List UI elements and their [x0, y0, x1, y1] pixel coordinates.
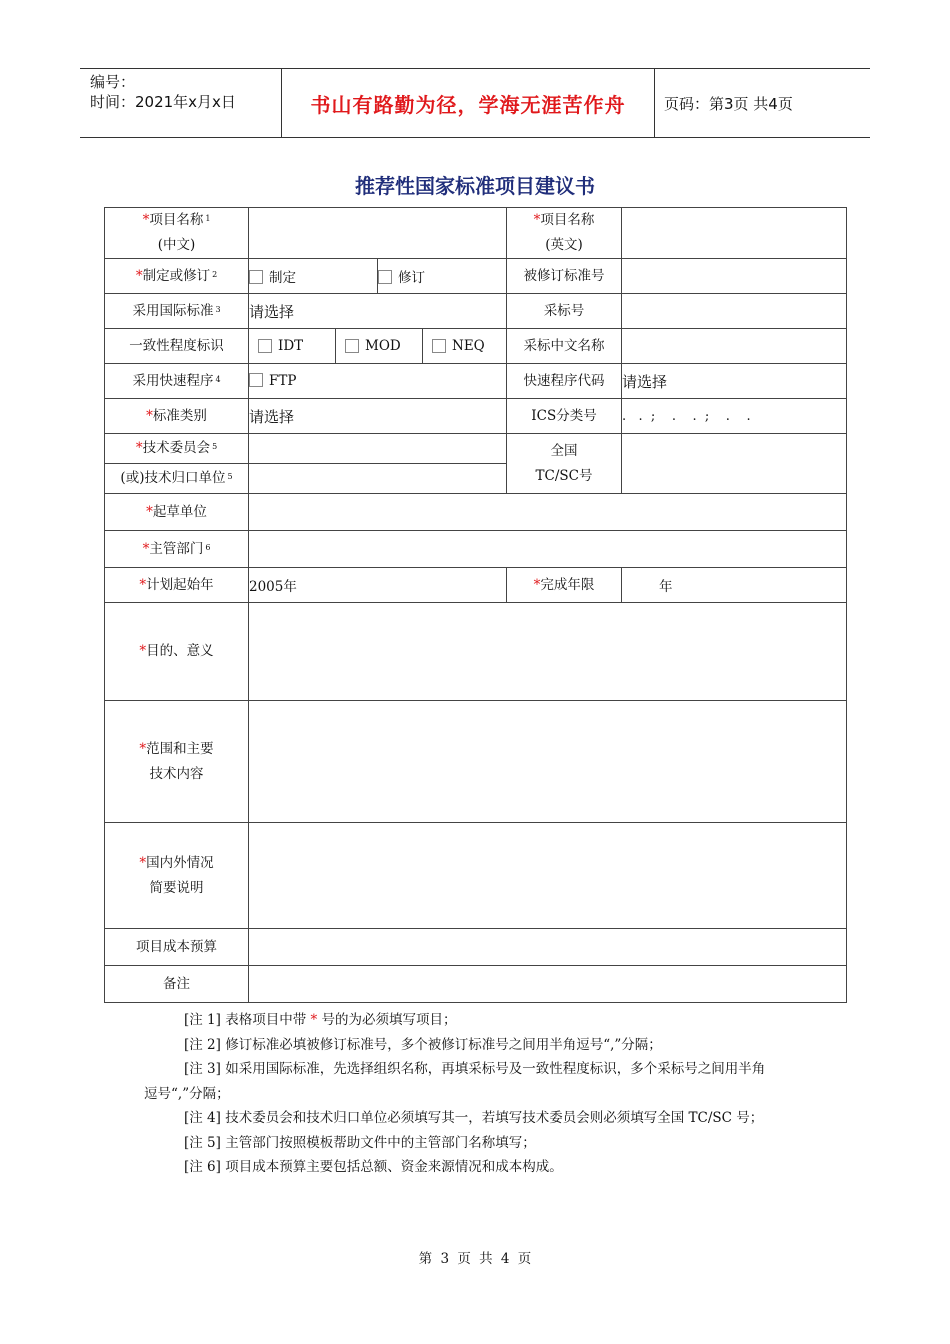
- header-meta: [80, 69, 282, 137]
- ics-field[interactable]: . . ; . . ; . .: [622, 399, 847, 434]
- purpose-label: *目的、意义: [105, 603, 249, 701]
- note-4: [注 4] 技术委员会和技术归口单位必须填写其一，若填写技术委员会则必须填写全国 TC/SC 号；: [184, 1110, 764, 1126]
- name-cn-field[interactable]: [249, 208, 507, 259]
- deadline-field[interactable]: 年: [622, 568, 847, 603]
- mod-option[interactable]: MOD: [336, 329, 423, 363]
- name-en-field[interactable]: [622, 208, 847, 259]
- ftp-checkbox[interactable]: [249, 373, 263, 387]
- mod-checkbox[interactable]: [345, 339, 359, 353]
- neq-option[interactable]: NEQ: [423, 329, 506, 363]
- adopt-no-label: 采标号: [507, 294, 622, 329]
- type-label: *制定或修订 $^2$: [105, 259, 249, 294]
- number-label: 编号：: [90, 73, 136, 91]
- situation-label: *国内外情况 简要说明: [105, 823, 249, 929]
- plan-start-field[interactable]: 2005年: [249, 568, 507, 603]
- fast-track-label: 采用快速程序 $^4$: [105, 364, 249, 399]
- adopt-no-field[interactable]: [622, 294, 847, 329]
- note-3: [注 3] 如采用国际标准，先选择组织名称，再填采标号及一致性程度标识，多个采标号之间用半角: [184, 1061, 766, 1077]
- header-motto: 书山有路勤为径，学海无涯苦作舟: [282, 69, 655, 137]
- adopt-cn-name-label: 采标中文名称: [507, 329, 622, 364]
- remarks-field[interactable]: [249, 966, 847, 1003]
- page-header: [80, 68, 870, 138]
- drafting-unit-field[interactable]: [249, 494, 847, 531]
- ftp-option[interactable]: FTP: [249, 364, 507, 399]
- purpose-field[interactable]: [249, 603, 847, 701]
- budget-field[interactable]: [249, 929, 847, 966]
- document-title: 推荐性国家标准项目建议书: [355, 174, 595, 198]
- tech-unit-field[interactable]: [249, 464, 507, 494]
- tech-unit-label: (或)技术归口单位 $^5$: [105, 464, 249, 494]
- note-2: [注 2] 修订标准必填被修订标准号，多个被修订标准号之间用半角逗号“,”分隔；: [184, 1036, 662, 1053]
- name-en-label: *项目名称 (英文): [507, 208, 622, 259]
- deadline-label: *完成年限: [507, 568, 622, 603]
- note-1: [注 1] 表格项目中带 * 号的为必须填写项目；: [184, 1012, 457, 1028]
- revised-std-label: 被修订标准号: [507, 259, 622, 294]
- fast-track-code-select[interactable]: 请选择: [622, 364, 847, 399]
- tcsc-field[interactable]: [622, 434, 847, 494]
- remarks-label: 备注: [105, 966, 249, 1003]
- header-page-label: 页码：第3页 共4页: [664, 94, 793, 113]
- idt-option[interactable]: IDT: [249, 329, 336, 363]
- authority-field[interactable]: [249, 531, 847, 568]
- budget-label: 项目成本预算: [105, 929, 249, 966]
- create-checkbox[interactable]: [249, 270, 263, 284]
- revise-checkbox[interactable]: [378, 270, 392, 284]
- adopt-cn-name-field[interactable]: [622, 329, 847, 364]
- ics-label: ICS分类号: [507, 399, 622, 434]
- page-footer: 第 3 页 共 4 页: [418, 1251, 532, 1267]
- tcsc-label: 全国 TC/SC号: [507, 434, 622, 494]
- situation-field[interactable]: [249, 823, 847, 929]
- name-cn-label: *项目名称 $^1$ (中文): [105, 208, 249, 259]
- intl-std-select[interactable]: 请选择: [249, 294, 507, 329]
- consistency-options: [249, 329, 507, 364]
- revised-std-field[interactable]: [622, 259, 847, 294]
- note-5: [注 5] 主管部门按照模板帮助文件中的主管部门名称填写；: [184, 1134, 536, 1151]
- idt-checkbox[interactable]: [258, 339, 272, 353]
- intl-std-label: 采用国际标准 $^3$: [105, 294, 249, 329]
- drafting-unit-label: *起草单位: [105, 494, 249, 531]
- time-label: 时间：2021年x月x日: [90, 93, 236, 111]
- tech-committee-label: *技术委员会 $^5$: [105, 434, 249, 464]
- note-3-cont: 逗号“,”分隔；: [144, 1085, 230, 1102]
- scope-label: *范围和主要 技术内容: [105, 701, 249, 823]
- proposal-form: [104, 207, 847, 1003]
- create-option[interactable]: 制定: [249, 259, 378, 294]
- fast-track-code-label: 快速程序代码: [507, 364, 622, 399]
- neq-checkbox[interactable]: [432, 339, 446, 353]
- note-6: [注 6] 项目成本预算主要包括总额、资金来源情况和成本构成。: [184, 1159, 563, 1175]
- tech-committee-field[interactable]: [249, 434, 507, 464]
- std-category-select[interactable]: 请选择: [249, 399, 507, 434]
- consistency-label: 一致性程度标识: [105, 329, 249, 364]
- std-category-label: *标准类别: [105, 399, 249, 434]
- revise-option[interactable]: 修订: [378, 259, 507, 294]
- notes: [144, 1008, 824, 1180]
- authority-label: *主管部门 $^6$: [105, 531, 249, 568]
- scope-field[interactable]: [249, 701, 847, 823]
- plan-start-label: *计划起始年: [105, 568, 249, 603]
